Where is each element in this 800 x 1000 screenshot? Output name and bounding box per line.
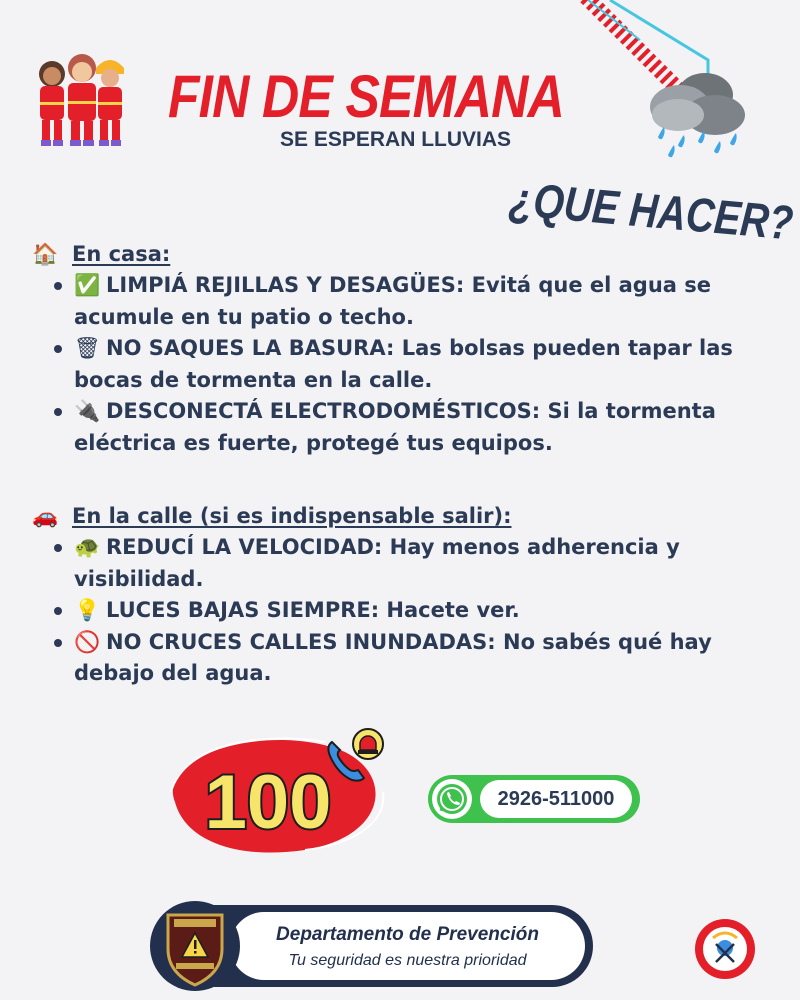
department-name: Departamento de Prevención xyxy=(276,924,539,945)
phone-alarm-icon xyxy=(322,728,386,786)
turtle-icon: 🐢 xyxy=(74,535,101,559)
street-heading xyxy=(32,500,777,532)
question-heading: ¿QUE HACER? xyxy=(507,172,796,251)
electric-plug-icon: 🔌 xyxy=(74,399,101,423)
list-item: 🗑 NO SAQUES LA BASURA: Las bolsas pueden tapar las bocas de tormenta en la calle. xyxy=(74,333,777,396)
emergency-number: 100 xyxy=(204,760,332,845)
rain-cloud-icon xyxy=(640,65,750,165)
list-item: 💡 LUCES BAJAS SIEMPRE: Hacete ver. xyxy=(74,595,777,627)
list-item: ✅ LIMPIÁ REJILLAS Y DESAGÜES: Evitá que el agua se acumule en tu patio o techo. xyxy=(74,270,777,333)
home-list xyxy=(32,270,777,459)
street-heading-label: En la calle (si es indispensable salir): xyxy=(72,504,512,528)
list-item: 🐢 REDUCÍ LA VELOCIDAD: Hay menos adherencia y visibilidad. xyxy=(74,532,777,595)
house-icon: 🏠 xyxy=(32,241,59,266)
list-item: 🔌 DESCONECTÁ ELECTRODOMÉSTICOS: Si la tormenta eléctrica es fuerte, protegé tus equipos. xyxy=(74,396,777,459)
home-section xyxy=(32,238,777,459)
street-list xyxy=(32,532,777,690)
whatsapp-contact[interactable] xyxy=(428,775,640,823)
fire-department-shield-logo xyxy=(148,899,242,993)
page-title: FIN DE SEMANA xyxy=(168,63,564,130)
volunteer-firefighters-seal xyxy=(694,918,756,980)
home-heading xyxy=(32,238,777,270)
list-item: 🚫 NO CRUCES CALLES INUNDADAS: No sabés qué hay debajo del agua. xyxy=(74,627,777,690)
whatsapp-number: 2926-511000 xyxy=(480,780,632,818)
street-section xyxy=(32,500,777,690)
firefighter-kids-illustration xyxy=(30,52,130,148)
light-bulb-icon: 💡 xyxy=(74,598,101,622)
home-heading-label: En casa: xyxy=(72,242,171,266)
wastebasket-icon: 🗑 xyxy=(74,336,101,360)
check-mark-icon: ✅ xyxy=(74,273,101,297)
prohibited-icon: 🚫 xyxy=(74,629,101,654)
footer-text-box xyxy=(230,912,585,980)
page-subtitle: SE ESPERAN LLUVIAS xyxy=(280,128,512,151)
car-icon: 🚗 xyxy=(32,503,59,528)
whatsapp-icon xyxy=(432,779,472,819)
department-tagline: Tu seguridad es nuestra prioridad xyxy=(288,952,527,969)
